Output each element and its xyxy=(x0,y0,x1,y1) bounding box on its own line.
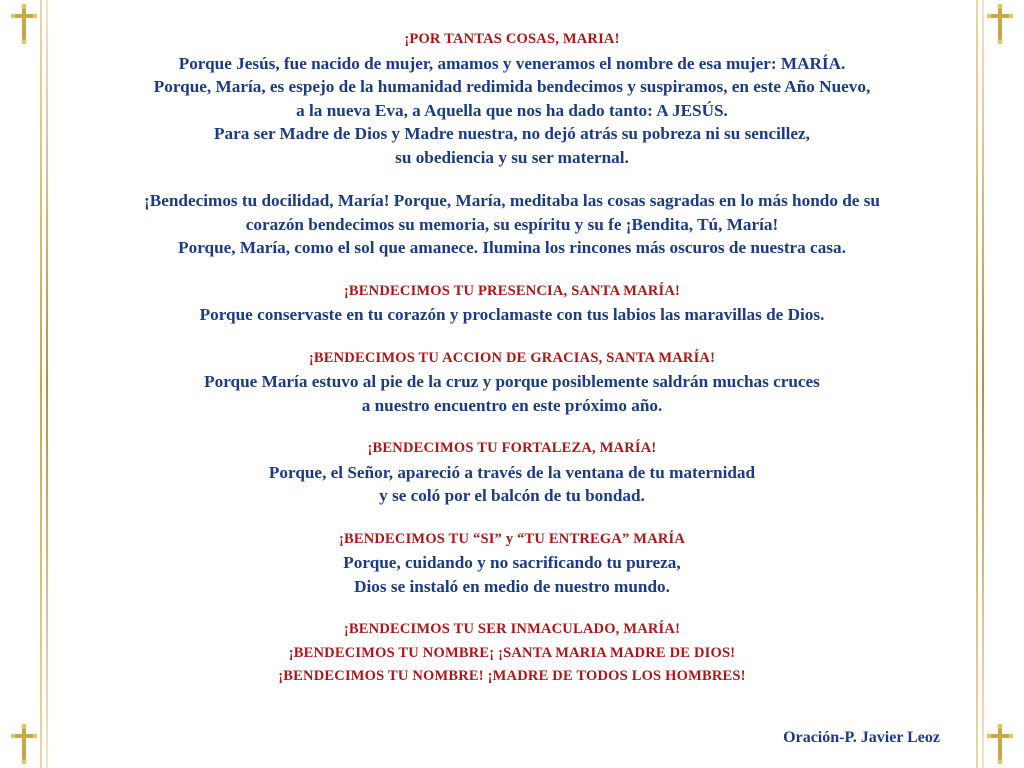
stanza-heading: ¡BENDECIMOS TU FORTALEZA, MARÍA! xyxy=(367,440,657,456)
gold-rail xyxy=(46,0,48,768)
stanza-line: su obediencia y su ser maternal. xyxy=(395,147,629,167)
stanza-line: Para ser Madre de Dios y Madre nuestra, no dejó atrás su pobreza ni su sencillez, xyxy=(214,124,810,143)
ornamental-cross-icon xyxy=(986,4,1014,44)
stanza-line: Porque, María, es espejo de la humanidad redimida bendecimos y suspiramos, en este Año Nuevo, xyxy=(153,77,871,96)
ornamental-cross-icon xyxy=(10,724,38,764)
prayer-stanza xyxy=(60,618,964,689)
stanza-line: Porque, el Señor, apareció a través de la ventana de tu maternidad xyxy=(268,462,756,482)
prayer-stanza xyxy=(60,280,964,327)
stanza-line: y se coló por el balcón de tu bondad. xyxy=(379,486,645,505)
stanza-line: Porque Jesús, fue nacido de mujer, amamos y veneramos el nombre de esa mujer: MARÍA. xyxy=(178,53,846,73)
stanza-line: Porque, María, como el sol que amanece. Ilumina los rincones más oscuros de nuestra casa. xyxy=(178,238,846,257)
stanza-heading: ¡POR TANTAS COSAS, MARIA! xyxy=(404,31,620,47)
right-gold-border xyxy=(968,0,1024,768)
stanza-line: Dios se instaló en medio de nuestro mundo. xyxy=(354,576,670,596)
stanza-heading: ¡BENDECIMOS TU SER INMACULADO, MARÍA! xyxy=(343,621,681,637)
stanza-line: corazón bendecimos su memoria, su espíritu y su fe ¡Bendita, Tú, María! xyxy=(245,214,779,234)
author-credit: Oración-P. Javier Leoz xyxy=(783,729,940,746)
prayer-stanza xyxy=(60,189,964,260)
stanza-heading: ¡BENDECIMOS TU “SI” y “TU ENTREGA” MARÍA xyxy=(338,530,686,547)
prayer-text xyxy=(60,28,964,689)
prayer-stanza xyxy=(60,28,964,169)
stanza-line: Porque, cuidando y no sacrificando tu pureza, xyxy=(343,553,681,572)
gold-rail xyxy=(40,0,42,768)
prayer-stanza xyxy=(60,347,964,418)
stanza-line: Porque María estuvo al pie de la cruz y porque posiblemente saldrán muchas cruces xyxy=(204,372,820,391)
gold-rail xyxy=(982,0,984,768)
stanza-line: a nuestro encuentro en este próximo año. xyxy=(361,395,663,415)
stanza-line: Porque conservaste en tu corazón y proclamaste con tus labios las maravillas de Dios. xyxy=(199,305,825,324)
prayer-stanza xyxy=(60,437,964,508)
ornamental-cross-icon xyxy=(986,724,1014,764)
ornamental-cross-icon xyxy=(10,4,38,44)
stanza-heading: ¡BENDECIMOS TU NOMBRE! ¡MADRE DE TODOS LOS HOMBRES! xyxy=(278,668,746,684)
gold-rail xyxy=(976,0,978,768)
stanza-heading: ¡BENDECIMOS TU NOMBRE¡ ¡SANTA MARIA MADRE DE DIOS! xyxy=(288,644,736,661)
prayer-stanza xyxy=(60,528,964,599)
stanza-heading: ¡BENDECIMOS TU PRESENCIA, SANTA MARÍA! xyxy=(343,282,681,299)
stanza-heading: ¡BENDECIMOS TU ACCION DE GRACIAS, SANTA MARÍA! xyxy=(308,349,716,366)
stanza-line: a la nueva Eva, a Aquella que nos ha dado tanto: A JESÚS. xyxy=(296,100,728,120)
left-gold-border xyxy=(0,0,56,768)
stanza-line: ¡Bendecimos tu docilidad, María! Porque, María, meditaba las cosas sagradas en lo más hondo de su xyxy=(144,191,880,210)
